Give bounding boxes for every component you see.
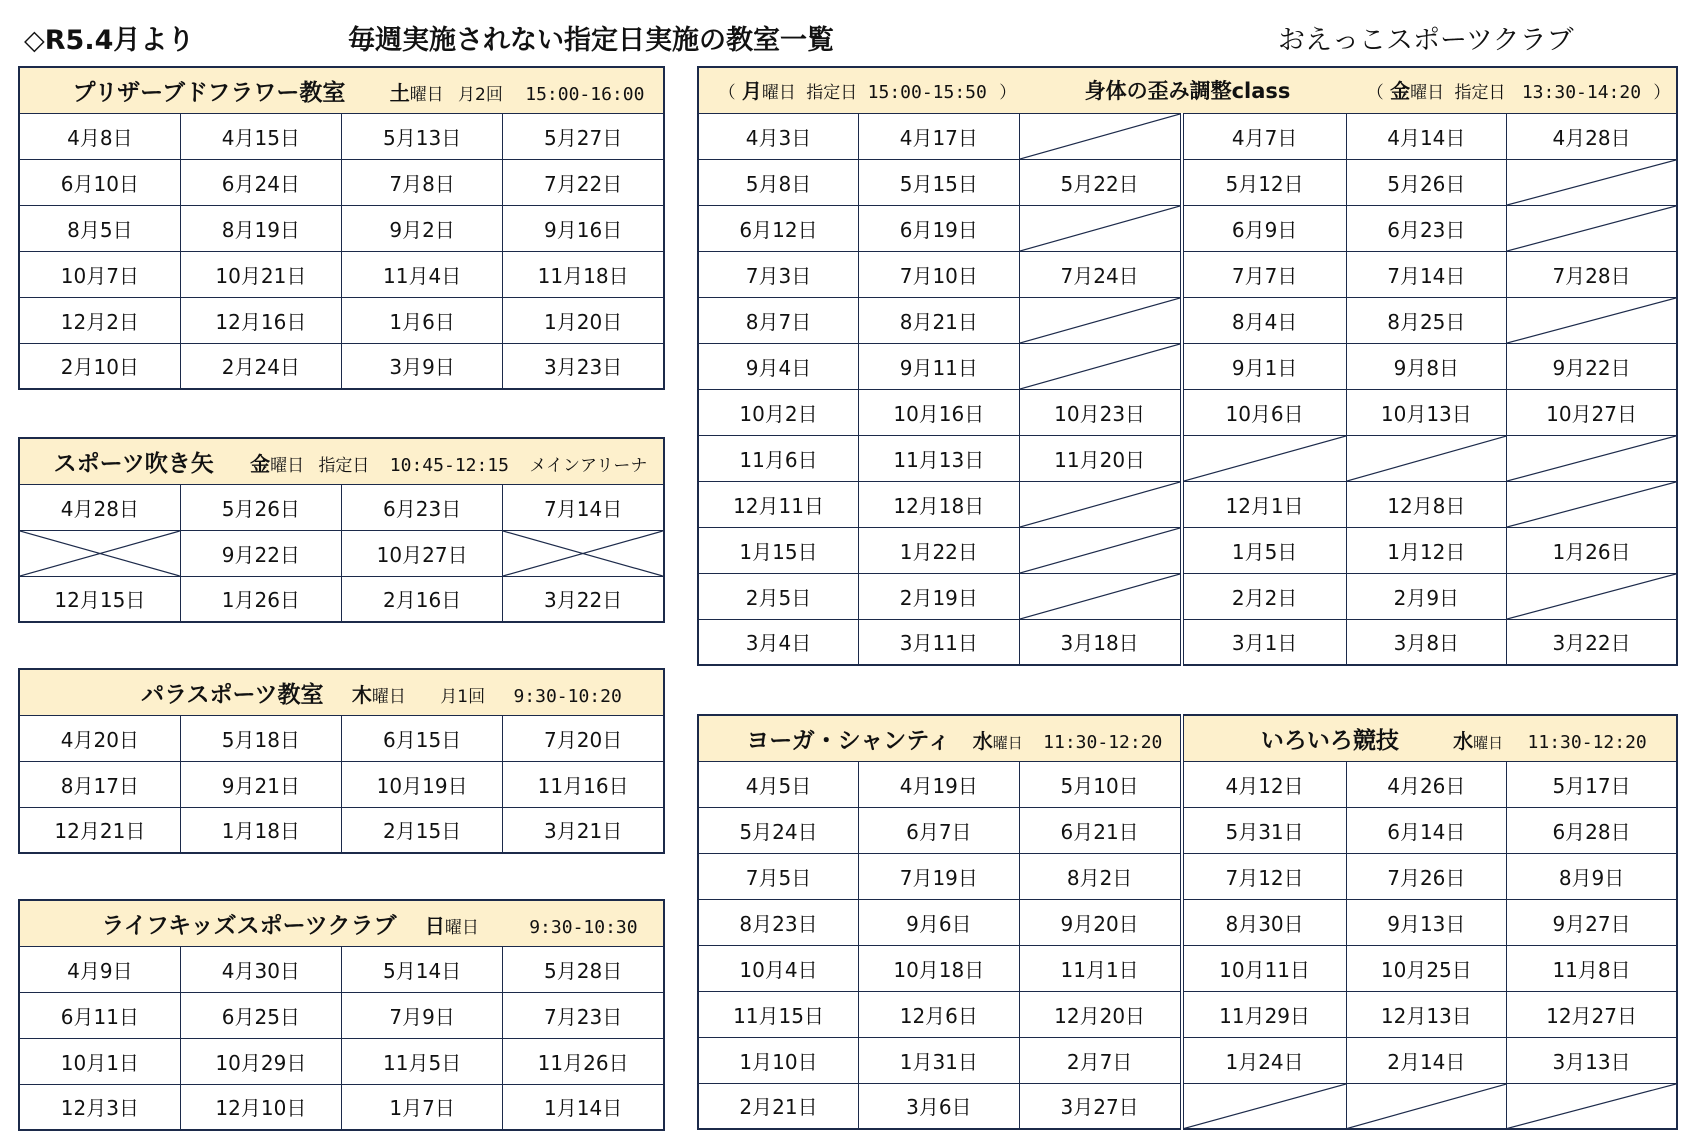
date-cell: 11月6日 <box>698 435 859 481</box>
date-cell: 4月12日 <box>1182 761 1346 807</box>
monday-time: 15:00-15:50 <box>867 82 987 104</box>
date-cell: 2月10日 <box>19 343 180 389</box>
date-cell: 3月1日 <box>1182 619 1346 665</box>
table-row <box>698 1083 1677 1129</box>
date-cell: 10月4日 <box>698 945 859 991</box>
cross-mark <box>20 531 180 576</box>
date-cell: 2月5日 <box>698 573 859 619</box>
diagonal-slash <box>1020 114 1180 159</box>
date-cell: 8月17日 <box>19 761 180 807</box>
class-name: ヨーガ・シャンティ <box>746 727 951 754</box>
date-cell: 8月23日 <box>698 899 859 945</box>
table-row <box>19 576 664 622</box>
date-cell: 5月18日 <box>180 715 341 761</box>
date-cell: 9月2日 <box>342 205 503 251</box>
date-cell: 1月22日 <box>859 527 1020 573</box>
date-cell: 5月10日 <box>1019 761 1182 807</box>
class-header <box>19 669 664 715</box>
diagonal-slash <box>1347 1084 1507 1129</box>
venue: メインアリーナ <box>529 455 648 476</box>
period-title: ◇R5.4月より <box>24 25 195 56</box>
table-row <box>698 619 1677 665</box>
date-cell: 8月21日 <box>859 297 1020 343</box>
date-cell: 7月9日 <box>342 992 503 1038</box>
table-row <box>698 945 1677 991</box>
cross-mark <box>503 531 663 576</box>
date-cell: 10月2日 <box>698 389 859 435</box>
date-cell: 1月26日 <box>180 576 341 622</box>
no-class-cell <box>1182 435 1346 481</box>
date-cell: 10月1日 <box>19 1038 180 1084</box>
date-cell: 1月14日 <box>503 1084 664 1130</box>
diagonal-slash <box>1507 482 1676 527</box>
date-cell: 4月7日 <box>1182 113 1346 159</box>
date-cell: 5月22日 <box>1019 159 1182 205</box>
date-cell: 2月15日 <box>342 807 503 853</box>
date-cell: 10月29日 <box>180 1038 341 1084</box>
date-cell: 9月1日 <box>1182 343 1346 389</box>
date-cell: 3月13日 <box>1507 1037 1677 1083</box>
date-cell: 11月13日 <box>859 435 1020 481</box>
weekday-suffix: 曜日 <box>270 455 305 476</box>
table-row <box>698 297 1677 343</box>
class-name: いろいろ競技 <box>1260 727 1399 754</box>
date-cell: 12月20日 <box>1019 991 1182 1037</box>
date-cell: 3月8日 <box>1346 619 1507 665</box>
date-cell: 3月18日 <box>1019 619 1182 665</box>
table-row <box>19 946 664 992</box>
date-cell: 10月6日 <box>1182 389 1346 435</box>
class-name: ライフキッズスポーツクラブ <box>101 912 397 939</box>
table-row <box>698 113 1677 159</box>
date-cell: 12月13日 <box>1346 991 1507 1037</box>
table-row <box>698 481 1677 527</box>
table-row <box>19 297 664 343</box>
class-time: 11:30-12:20 <box>1527 731 1647 753</box>
close-paren: ） <box>1653 83 1671 104</box>
date-cell: 6月12日 <box>698 205 859 251</box>
date-cell: 6月14日 <box>1346 807 1507 853</box>
date-cell: 12月21日 <box>19 807 180 853</box>
table-row <box>19 113 664 159</box>
date-cell: 11月20日 <box>1019 435 1182 481</box>
weekday-suffix: 曜日 <box>444 917 479 938</box>
date-cell: 9月22日 <box>1507 343 1677 389</box>
date-cell: 7月26日 <box>1346 853 1507 899</box>
weekday-suffix: 曜日 <box>992 733 1023 752</box>
table-row <box>19 343 664 389</box>
date-cell: 4月15日 <box>180 113 341 159</box>
class-header <box>698 67 1677 113</box>
date-cell: 4月26日 <box>1346 761 1507 807</box>
date-cell: 4月3日 <box>698 113 859 159</box>
date-cell: 12月1日 <box>1182 481 1346 527</box>
date-cell: 9月11日 <box>859 343 1020 389</box>
date-cell: 10月23日 <box>1019 389 1182 435</box>
weekday: 金 <box>250 451 271 476</box>
date-cell: 7月14日 <box>503 484 664 530</box>
table-row <box>698 205 1677 251</box>
date-cell: 7月8日 <box>342 159 503 205</box>
date-cell: 11月26日 <box>503 1038 664 1084</box>
weekday-suffix: 曜日 <box>409 84 444 105</box>
date-cell: 3月22日 <box>503 576 664 622</box>
date-cell: 7月24日 <box>1019 251 1182 297</box>
date-cell: 12月3日 <box>19 1084 180 1130</box>
date-cell: 1月15日 <box>698 527 859 573</box>
date-cell: 12月11日 <box>698 481 859 527</box>
date-cell: 10月27日 <box>1507 389 1677 435</box>
weekday: 日 <box>424 913 445 938</box>
diagonal-slash <box>1507 1084 1676 1129</box>
table-row <box>698 853 1677 899</box>
date-cell: 12月8日 <box>1346 481 1507 527</box>
date-cell: 1月31日 <box>859 1037 1020 1083</box>
date-cell: 4月30日 <box>180 946 341 992</box>
date-cell: 2月2日 <box>1182 573 1346 619</box>
date-cell: 5月12日 <box>1182 159 1346 205</box>
date-cell: 5月13日 <box>342 113 503 159</box>
date-cell: 7月10日 <box>859 251 1020 297</box>
date-cell: 5月14日 <box>342 946 503 992</box>
class-header <box>19 67 664 113</box>
date-cell: 11月15日 <box>698 991 859 1037</box>
date-cell: 10月25日 <box>1346 945 1507 991</box>
date-cell: 6月23日 <box>342 484 503 530</box>
diagonal-slash <box>1507 298 1676 343</box>
date-cell: 5月31日 <box>1182 807 1346 853</box>
date-cell: 4月8日 <box>19 113 180 159</box>
life-kids-schedule <box>18 899 665 1131</box>
date-cell: 10月16日 <box>859 389 1020 435</box>
date-cell: 10月13日 <box>1346 389 1507 435</box>
date-cell: 1月20日 <box>503 297 664 343</box>
no-class-cell <box>1507 435 1677 481</box>
date-cell: 6月24日 <box>180 159 341 205</box>
date-cell: 4月9日 <box>19 946 180 992</box>
class-time: 11:30-12:20 <box>1043 731 1163 753</box>
date-cell: 9月22日 <box>180 530 341 576</box>
date-cell: 5月26日 <box>180 484 341 530</box>
date-cell: 9月16日 <box>503 205 664 251</box>
date-cell: 9月8日 <box>1346 343 1507 389</box>
date-cell: 10月27日 <box>342 530 503 576</box>
date-cell: 11月1日 <box>1019 945 1182 991</box>
no-class-cell <box>1019 205 1182 251</box>
monday-weekday: 月 <box>741 79 762 104</box>
date-cell: 7月20日 <box>503 715 664 761</box>
class-time: 9:30-10:20 <box>513 685 622 707</box>
date-cell: 6月9日 <box>1182 205 1346 251</box>
date-cell: 8月2日 <box>1019 853 1182 899</box>
date-cell: 1月10日 <box>698 1037 859 1083</box>
class-time: 10:45-12:15 <box>389 454 510 476</box>
date-cell: 12月18日 <box>859 481 1020 527</box>
table-row <box>19 715 664 761</box>
diagonal-slash <box>1020 344 1180 389</box>
friday-time: 13:30-14:20 <box>1521 82 1642 104</box>
date-cell: 6月11日 <box>19 992 180 1038</box>
date-cell: 12月15日 <box>19 576 180 622</box>
date-cell: 5月24日 <box>698 807 859 853</box>
date-cell: 12月10日 <box>180 1084 341 1130</box>
no-class-cell <box>1182 1083 1346 1129</box>
date-cell: 2月14日 <box>1346 1037 1507 1083</box>
frequency: 月2回 <box>458 84 503 105</box>
no-class-cell <box>1507 481 1677 527</box>
date-cell: 4月5日 <box>698 761 859 807</box>
date-cell: 5月17日 <box>1507 761 1677 807</box>
page-title: 毎週実施されない指定日実施の教室一覧 <box>348 25 834 56</box>
date-cell: 2月9日 <box>1346 573 1507 619</box>
date-cell: 11月5日 <box>342 1038 503 1084</box>
table-row <box>698 389 1677 435</box>
date-cell: 4月14日 <box>1346 113 1507 159</box>
date-cell: 3月21日 <box>503 807 664 853</box>
date-cell: 3月11日 <box>859 619 1020 665</box>
no-class-cell <box>1019 573 1182 619</box>
date-cell: 1月24日 <box>1182 1037 1346 1083</box>
date-cell: 3月6日 <box>859 1083 1020 1129</box>
diagonal-slash <box>1020 528 1180 573</box>
fukiya-schedule <box>18 437 665 623</box>
para-sports-schedule <box>18 668 665 854</box>
no-class-cell <box>1346 1083 1507 1129</box>
class-header <box>19 438 664 484</box>
date-cell: 3月23日 <box>503 343 664 389</box>
table-row <box>698 435 1677 481</box>
weekday: 木 <box>351 682 372 707</box>
date-cell: 3月22日 <box>1507 619 1677 665</box>
diagonal-slash <box>1020 298 1180 343</box>
date-cell: 11月16日 <box>503 761 664 807</box>
date-cell: 5月15日 <box>859 159 1020 205</box>
table-row <box>19 1084 664 1130</box>
diagonal-slash <box>1507 574 1676 619</box>
date-cell: 6月7日 <box>859 807 1020 853</box>
date-cell: 4月17日 <box>859 113 1020 159</box>
date-cell: 5月26日 <box>1346 159 1507 205</box>
table-row <box>19 205 664 251</box>
date-cell: 1月7日 <box>342 1084 503 1130</box>
friday-frequency: 指定日 <box>1454 83 1506 104</box>
no-class-cell <box>1019 527 1182 573</box>
date-cell: 2月21日 <box>698 1083 859 1129</box>
date-cell: 4月28日 <box>1507 113 1677 159</box>
date-cell: 1月6日 <box>342 297 503 343</box>
no-class-cell <box>1019 481 1182 527</box>
diagonal-slash <box>1347 436 1507 481</box>
friday-weekday-suffix: 曜日 <box>1410 83 1445 104</box>
date-cell: 12月16日 <box>180 297 341 343</box>
weekday: 水 <box>972 728 993 753</box>
diagonal-slash <box>1020 482 1180 527</box>
class-name: 身体の歪み調整class <box>1084 79 1291 104</box>
class-name: プリザーブドフラワー教室 <box>72 79 346 106</box>
date-cell: 9月13日 <box>1346 899 1507 945</box>
table-row <box>698 807 1677 853</box>
date-cell: 3月4日 <box>698 619 859 665</box>
table-row <box>698 899 1677 945</box>
date-cell: 7月23日 <box>503 992 664 1038</box>
diagonal-slash <box>1184 436 1346 481</box>
date-cell: 7月3日 <box>698 251 859 297</box>
date-cell: 7月5日 <box>698 853 859 899</box>
diagonal-slash <box>1507 206 1676 251</box>
date-cell: 10月11日 <box>1182 945 1346 991</box>
date-cell: 8月9日 <box>1507 853 1677 899</box>
no-class-cell <box>19 530 180 576</box>
date-cell: 2月24日 <box>180 343 341 389</box>
no-class-cell <box>1019 113 1182 159</box>
no-class-cell <box>1507 297 1677 343</box>
diagonal-slash <box>1184 1084 1346 1129</box>
table-row <box>698 1037 1677 1083</box>
yoga-header <box>698 715 1182 761</box>
open-paren: （ <box>718 83 736 104</box>
monday-frequency: 指定日 <box>806 83 858 104</box>
date-cell: 7月28日 <box>1507 251 1677 297</box>
no-class-cell <box>1507 1083 1677 1129</box>
date-cell: 5月28日 <box>503 946 664 992</box>
no-class-cell <box>1019 343 1182 389</box>
date-cell: 6月10日 <box>19 159 180 205</box>
date-cell: 6月23日 <box>1346 205 1507 251</box>
weekday: 水 <box>1453 728 1474 753</box>
table-row <box>19 1038 664 1084</box>
date-cell: 12月2日 <box>19 297 180 343</box>
weekday-suffix: 曜日 <box>371 686 406 707</box>
class-time: 9:30-10:30 <box>529 916 638 938</box>
date-cell: 10月7日 <box>19 251 180 297</box>
date-cell: 6月25日 <box>180 992 341 1038</box>
date-cell: 11月18日 <box>503 251 664 297</box>
date-cell: 5月8日 <box>698 159 859 205</box>
table-row <box>19 159 664 205</box>
date-cell: 6月28日 <box>1507 807 1677 853</box>
date-cell: 8月4日 <box>1182 297 1346 343</box>
date-cell: 7月19日 <box>859 853 1020 899</box>
table-row <box>698 527 1677 573</box>
date-cell: 3月9日 <box>342 343 503 389</box>
date-cell: 1月12日 <box>1346 527 1507 573</box>
date-cell: 2月7日 <box>1019 1037 1182 1083</box>
date-cell: 6月19日 <box>859 205 1020 251</box>
date-cell: 9月20日 <box>1019 899 1182 945</box>
weekday-suffix: 曜日 <box>1473 733 1504 752</box>
date-cell: 4月20日 <box>19 715 180 761</box>
date-cell: 9月21日 <box>180 761 341 807</box>
date-cell: 6月21日 <box>1019 807 1182 853</box>
date-cell: 11月29日 <box>1182 991 1346 1037</box>
table-row <box>698 573 1677 619</box>
date-cell: 9月6日 <box>859 899 1020 945</box>
date-cell: 2月16日 <box>342 576 503 622</box>
frequency: 指定日 <box>318 455 370 476</box>
date-cell: 4月28日 <box>19 484 180 530</box>
no-class-cell <box>1346 435 1507 481</box>
class-header <box>19 900 664 946</box>
table-row <box>19 807 664 853</box>
date-cell: 3月27日 <box>1019 1083 1182 1129</box>
monday-weekday-suffix: 曜日 <box>761 83 796 104</box>
table-row <box>19 251 664 297</box>
date-cell: 12月27日 <box>1507 991 1677 1037</box>
distortion-class-schedule <box>697 66 1678 666</box>
table-row <box>698 761 1677 807</box>
date-cell: 8月19日 <box>180 205 341 251</box>
date-cell: 10月21日 <box>180 251 341 297</box>
date-cell: 7月12日 <box>1182 853 1346 899</box>
club-name: おえっこスポーツクラブ <box>1278 25 1574 56</box>
date-cell: 1月5日 <box>1182 527 1346 573</box>
frequency: 月1回 <box>440 686 486 707</box>
date-cell: 6月15日 <box>342 715 503 761</box>
open-paren: （ <box>1366 83 1384 104</box>
table-row <box>698 991 1677 1037</box>
date-cell: 7月7日 <box>1182 251 1346 297</box>
table-row <box>698 159 1677 205</box>
date-cell: 2月19日 <box>859 573 1020 619</box>
no-class-cell <box>1019 297 1182 343</box>
table-row <box>698 343 1677 389</box>
diagonal-slash <box>1020 206 1180 251</box>
close-paren: ） <box>999 83 1017 104</box>
date-cell: 9月4日 <box>698 343 859 389</box>
no-class-cell <box>1507 159 1677 205</box>
class-name: パラスポーツ教室 <box>141 681 324 708</box>
date-cell: 10月19日 <box>342 761 503 807</box>
date-cell: 8月5日 <box>19 205 180 251</box>
date-cell: 9月27日 <box>1507 899 1677 945</box>
date-cell: 8月7日 <box>698 297 859 343</box>
date-cell: 10月18日 <box>859 945 1020 991</box>
table-row <box>19 484 664 530</box>
no-class-cell <box>503 530 664 576</box>
class-name: スポーツ吹き矢 <box>53 450 214 477</box>
date-cell: 8月25日 <box>1346 297 1507 343</box>
no-class-cell <box>1507 205 1677 251</box>
no-class-cell <box>1507 573 1677 619</box>
preserved-flower-schedule <box>18 66 665 390</box>
table-row <box>19 992 664 1038</box>
wednesday-classes-schedule <box>697 714 1678 1130</box>
date-cell: 4月19日 <box>859 761 1020 807</box>
date-cell: 11月8日 <box>1507 945 1677 991</box>
date-cell: 7月14日 <box>1346 251 1507 297</box>
table-row <box>19 530 664 576</box>
date-cell: 1月26日 <box>1507 527 1677 573</box>
date-cell: 7月22日 <box>503 159 664 205</box>
class-time: 15:00-16:00 <box>525 83 645 105</box>
diagonal-slash <box>1020 574 1180 619</box>
date-cell: 5月27日 <box>503 113 664 159</box>
diagonal-slash <box>1507 436 1676 481</box>
date-cell: 8月30日 <box>1182 899 1346 945</box>
diagonal-slash <box>1507 160 1676 205</box>
date-cell: 11月4日 <box>342 251 503 297</box>
weekday: 土 <box>389 80 410 105</box>
iroiro-header <box>1182 715 1677 761</box>
date-cell: 1月18日 <box>180 807 341 853</box>
table-row <box>698 251 1677 297</box>
friday-weekday: 金 <box>1390 79 1411 104</box>
table-row <box>19 761 664 807</box>
date-cell: 12月6日 <box>859 991 1020 1037</box>
